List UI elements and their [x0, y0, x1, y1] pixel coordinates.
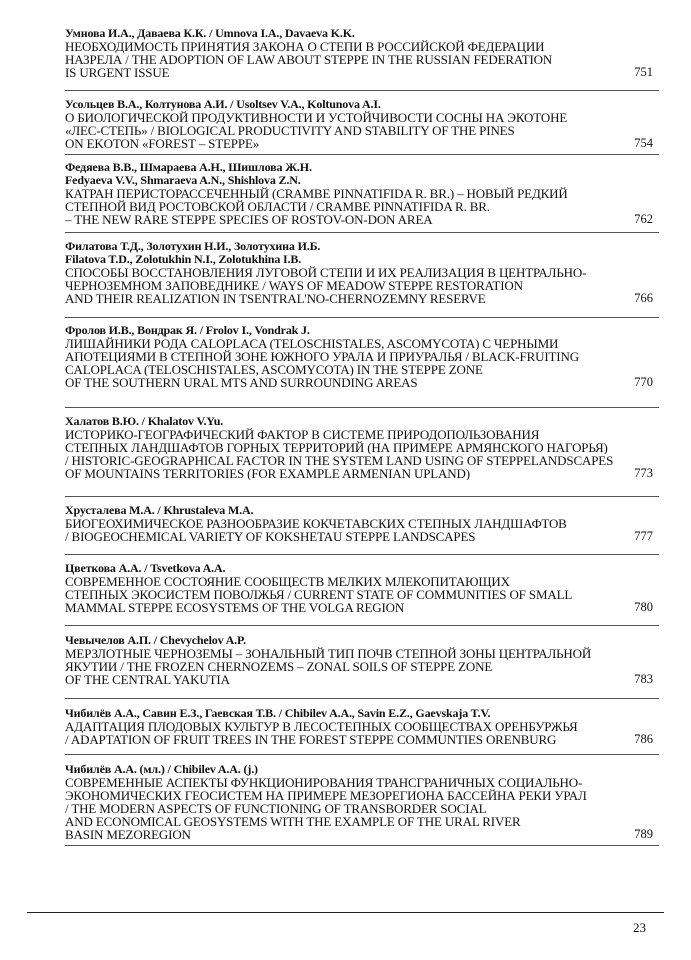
entry-title-line: / BIOGEOCHEMICAL VARIETY OF KOKSHETAU STEPPE LANDSCAPES [65, 530, 476, 543]
entry-title-line: / ADAPTATION OF FRUIT TREES IN THE FOREST STEPPE COMMUNTIES ORENBURG [65, 733, 557, 746]
entry-title-line: ЭКОНОМИЧЕСКИХ ГЕОСИСТЕМ НА ПРИМЕРЕ МЕЗОРЕГИОНА БАССЕЙНА РЕКИ УРАЛ [65, 789, 587, 802]
entry-separator [65, 496, 659, 497]
entry-title-line: / HISTORIC-GEOGRAPHICAL FACTOR IN THE SYSTEM LAND USING OF STEPPELANDSCAPES [65, 454, 614, 467]
entry-authors: Цветкова А.А. / Tsvetkova A.A. [65, 562, 226, 575]
entry-page-number: 783 [634, 672, 653, 686]
entry-authors: Чибилёв А.А., Савин Е.З., Гаевская Т.В. / Chibilev A.A., Savin E.Z., Gaevskaja T.V. [65, 707, 491, 720]
entry-page-number: 780 [634, 600, 653, 614]
toc-entry [65, 707, 659, 746]
entry-authors: Fedyaeva V.V., Shmaraeva A.N., Shishlova Z.N. [65, 174, 301, 187]
entry-title-line: OF MOUNTAINS TERRITORIES (FOR EXAMPLE ARMENIAN UPLAND) [65, 467, 470, 480]
entry-title-line: / THE MODERN ASPECTS OF FUNCTIONING OF TRANSBORDER SOCIAL [65, 802, 487, 815]
entry-title-line: «ЛЕС-СТЕПЬ» / BIOLOGICAL PRODUCTIVITY AND STABILITY OF THE PINES [65, 124, 515, 137]
entry-authors: Чибилёв А.А. (мл.) / Chibilev A.A. (j.) [65, 763, 258, 776]
toc-entry [65, 98, 659, 150]
entry-separator [65, 554, 659, 555]
entry-title-line: OF THE CENTRAL YAKUTIA [65, 673, 230, 686]
entry-title-line: КАТРАН ПЕРИСТОРАССЕЧЕННЫЙ (CRAMBE PINNATIFIDA R. BR.) – НОВЫЙ РЕДКИЙ [65, 187, 568, 200]
entry-title-line: OF THE SOUTHERN URAL MTS AND SURROUNDING AREAS [65, 376, 418, 389]
entry-page-number: 751 [634, 65, 653, 79]
entry-title-line: ON EKOTON «FOREST – STEPPE» [65, 137, 260, 150]
entry-separator [65, 625, 659, 626]
entry-title-line: СОВРЕМЕННЫЕ АСПЕКТЫ ФУНКЦИОНИРОВАНИЯ ТРАНСГРАНИЧНЫХ СОЦИАЛЬНО- [65, 776, 583, 789]
entry-separator [65, 154, 659, 155]
entry-title-line: BASIN MEZOREGION [65, 828, 191, 841]
entry-title-line: ЧЕРНОЗЕМНОМ ЗАПОВЕДНИКЕ / WAYS OF MEADOW STEPPE RESTORATION [65, 279, 523, 292]
entry-page-number: 773 [634, 466, 653, 480]
entry-authors: Хрусталева М.А. / Khrustaleva M.A. [65, 504, 254, 517]
entry-authors: Усольцев В.А., Колтунова А.И. / Usoltsev V.A., Koltunova A.I. [65, 98, 381, 111]
entry-title-line: ЛИШАЙНИКИ РОДА CALOPLACA (TELOSCHISTALES, ASCOMYCOTA) С ЧЕРНЫМИ [65, 337, 559, 350]
entry-page-number: 754 [634, 136, 653, 150]
toc-entry [65, 763, 659, 841]
entry-title-line: AND ECONOMICAL GEOSYSTEMS WITH THE EXAMPLE OF THE URAL RIVER [65, 815, 521, 828]
entry-page-number: 777 [634, 529, 653, 543]
entry-authors: Filatova T.D., Zolotukhin N.I., Zolotukhina I.B. [65, 253, 302, 266]
entry-title-line: О БИОЛОГИЧЕСКОЙ ПРОДУКТИВНОСТИ И УСТОЙЧИВОСТИ СОСНЫ НА ЭКОТОНЕ [65, 111, 568, 124]
toc-entry [65, 415, 659, 480]
entry-title-line: – THE NEW RARE STEPPE SPECIES OF ROSTOV-ON-DON AREA [65, 213, 433, 226]
entry-title-line: БИОГЕОХИМИЧЕСКОЕ РАЗНООБРАЗИЕ КОКЧЕТАВСКИХ СТЕПНЫХ ЛАНДШАФТОВ [65, 517, 567, 530]
toc-entry [65, 562, 659, 614]
entry-title-line: АДАПТАЦИЯ ПЛОДОВЫХ КУЛЬТУР В ЛЕСОСТЕПНЫХ СООБЩЕСТВАХ ОРЕНБУРЖЬЯ [65, 720, 578, 733]
toc-entry [65, 324, 659, 389]
footer-rule [27, 912, 664, 913]
entry-page-number: 766 [634, 291, 653, 305]
entry-title-line: СТЕПНОЙ ВИД РОСТОВСКОЙ ОБЛАСТИ / CRAMBE PINNATIFIDA R. BR. [65, 200, 490, 213]
entry-separator [65, 232, 659, 233]
entry-authors: Халатов В.Ю. / Khalatov V.Yu. [65, 415, 224, 428]
entry-authors: Федяева В.В., Шмараева А.Н., Шишлова Ж.Н. [65, 161, 312, 174]
entry-separator [65, 407, 659, 408]
entry-title-line: ЯКУТИИ / THE FROZEN CHERNOZEMS – ZONAL SOILS OF STEPPE ZONE [65, 660, 493, 673]
entry-title-line: CALOPLACA (TELOSCHISTALES, ASCOMYCOTA) IN THE STEPPE ZONE [65, 363, 483, 376]
entry-title-line: МЕРЗЛОТНЫЕ ЧЕРНОЗЕМЫ – ЗОНАЛЬНЫЙ ТИП ПОЧВ СТЕПНОЙ ЗОНЫ ЦЕНТРАЛЬНОЙ [65, 647, 592, 660]
entry-title-line: СТЕПНЫХ ЛАНДШАФТОВ ГОРНЫХ ТЕРРИТОРИЙ (НА ПРИМЕРЕ АРМЯНСКОГО НАГОРЬЯ) [65, 441, 608, 454]
entry-separator [65, 698, 659, 699]
entry-title-line: СПОСОБЫ ВОССТАНОВЛЕНИЯ ЛУГОВОЙ СТЕПИ И ИХ РЕАЛИЗАЦИЯ В ЦЕНТРАЛЬНО- [65, 266, 587, 279]
entry-page-number: 786 [634, 732, 653, 746]
toc-entry [65, 504, 659, 543]
entry-title-line: AND THEIR REALIZATION IN TSENTRAL'NO-CHERNOZEMNY RESERVE [65, 292, 486, 305]
entry-page-number: 789 [634, 827, 653, 841]
toc-entry [65, 161, 659, 226]
footer-page-number: 23 [633, 920, 646, 935]
entry-separator [65, 754, 659, 755]
entry-page-number: 762 [634, 212, 653, 226]
entry-separator [65, 317, 659, 318]
entry-title-line: MAMMAL STEPPE ECOSYSTEMS OF THE VOLGA REGION [65, 601, 405, 614]
entry-authors: Фролов И.В., Вондрак Я. / Frolov I., Vondrak J. [65, 324, 310, 337]
toc-entry [65, 240, 659, 305]
entry-separator [65, 90, 659, 91]
entry-title-line: НЕОБХОДИМОСТЬ ПРИНЯТИЯ ЗАКОНА О СТЕПИ В РОССИЙСКОЙ ФЕДЕРАЦИИ [65, 40, 545, 53]
entry-authors: Чевычелов А.П. / Chevychelov A.P. [65, 634, 246, 647]
entry-title-line: НАЗРЕЛА / THE ADOPTION OF LAW ABOUT STEPPE IN THE RUSSIAN FEDERATION [65, 53, 553, 66]
toc-entry [65, 634, 659, 686]
entry-page-number: 770 [634, 375, 653, 389]
entry-separator [65, 845, 659, 846]
entry-title-line: ИСТОРИКО-ГЕОГРАФИЧЕСКИЙ ФАКТОР В СИСТЕМЕ ПРИРОДОПОЛЬЗОВАНИЯ [65, 428, 540, 441]
entry-title-line: СТЕПНЫХ ЭКОСИСТЕМ ПОВОЛЖЬЯ / CURRENT STATE OF COMMUNITIES OF SMALL [65, 588, 573, 601]
toc-entry [65, 27, 659, 79]
entry-authors: Филатова Т.Д., Золотухин Н.И., Золотухина И.Б. [65, 240, 321, 253]
entry-title-line: IS URGENT ISSUE [65, 66, 170, 79]
entry-title-line: АПОТЕЦИЯМИ В СТЕПНОЙ ЗОНЕ ЮЖНОГО УРАЛА И ПРИУРАЛЬЯ / BLACK-FRUITING [65, 350, 579, 363]
entry-title-line: СОВРЕМЕННОЕ СОСТОЯНИЕ СООБЩЕСТВ МЕЛКИХ МЛЕКОПИТАЮЩИХ [65, 575, 510, 588]
entry-authors: Умнова И.А., Даваева К.К. / Umnova I.A., Davaeva K.K. [65, 27, 355, 40]
